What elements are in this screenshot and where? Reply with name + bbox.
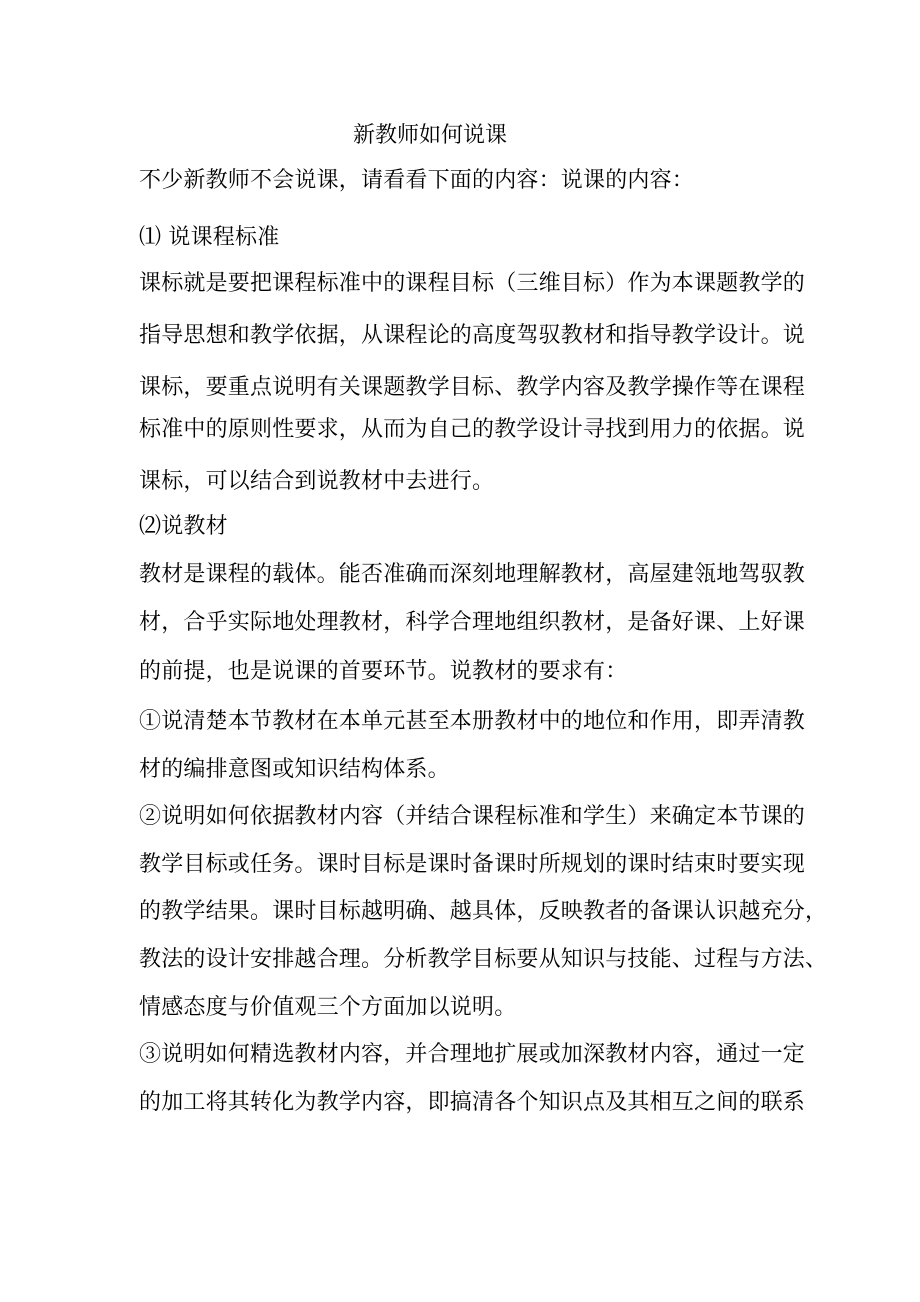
list-item-2-continued: 教学目标或任务。课时目标是课时备课时所规划的课时结束时要实现 [139,852,806,877]
list-item-3: ③说明如何精选教材内容，并合理地扩展或加深教材内容，通过一定 [139,1042,806,1067]
document-title: 新教师如何说课 [352,123,507,148]
list-item-2-continued: 情感态度与价值观三个方面加以说明。 [139,995,517,1020]
section-heading-textbook: ⑵说教材 [139,514,228,539]
paragraph-line: 课标，要重点说明有关课题教学目标、教学内容及教学操作等在课程 [139,375,806,400]
list-item-1-continued: 材的编排意图或知识结构体系。 [139,757,450,782]
list-item-3-continued: 的加工将其转化为教学内容，即搞清各个知识点及其相互之间的联系 [139,1090,806,1115]
list-item-2: ②说明如何依据教材内容（并结合课程标准和学生）来确定本节课的 [139,804,806,829]
paragraph-line: 课标就是要把课程标准中的课程目标（三维目标）作为本课题教学的 [139,271,806,296]
paragraph-line: 标准中的原则性要求，从而为自己的教学设计寻找到用力的依据。说 [139,417,806,442]
paragraph-line: 教材是课程的载体。能否准确而深刻地理解教材，高屋建瓴地驾驭教 [139,562,806,587]
section-heading-curriculum-standard: ⑴ 说课程标准 [139,225,280,250]
paragraph-line: 材，合乎实际地处理教材，科学合理地组织教材，是备好课、上好课 [139,610,806,635]
list-item-1: ①说清楚本节教材在本单元甚至本册教材中的地位和作用，即弄清教 [139,709,806,734]
list-item-2-continued: 的教学结果。课时目标越明确、越具体，反映教者的备课认识越充分， [139,899,828,924]
paragraph-line: 指导思想和教学依据，从课程论的高度驾驭教材和指导教学设计。说 [139,323,806,348]
intro-line: 不少新教师不会说课，请看看下面的内容：说课的内容： [139,168,695,193]
paragraph-line: 的前提，也是说课的首要环节。说教材的要求有： [139,659,628,684]
list-item-2-continued: 教法的设计安排越合理。分析教学目标要从知识与技能、过程与方法、 [139,947,828,972]
paragraph-line: 课标，可以结合到说教材中去进行。 [139,469,495,494]
